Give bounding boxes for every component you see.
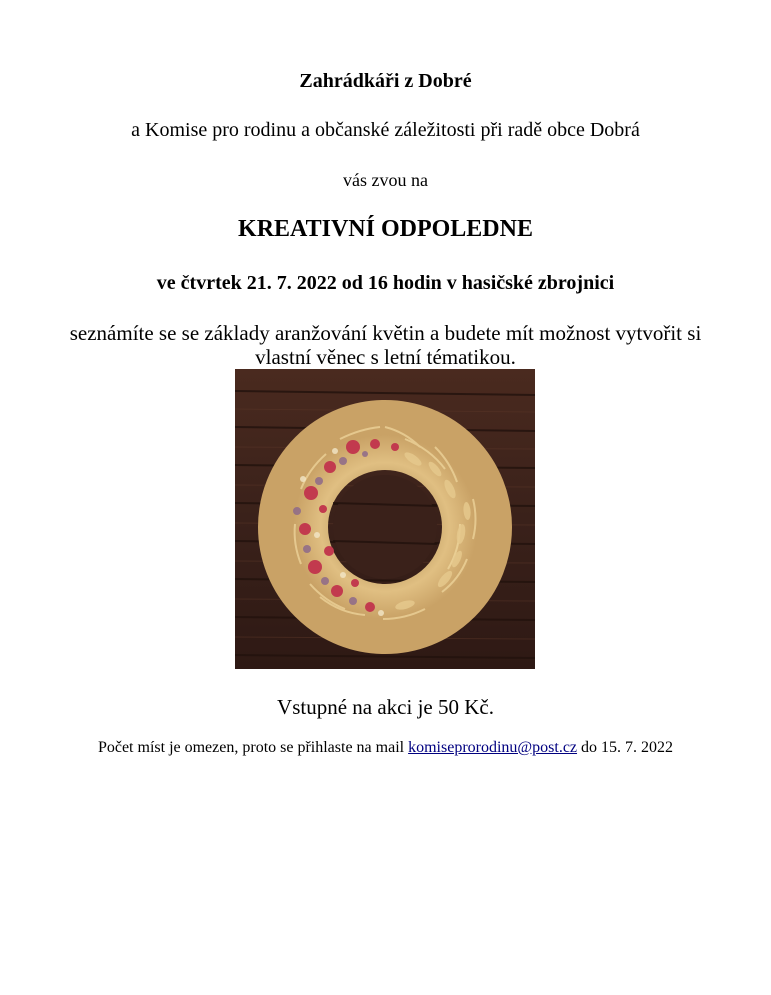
event-date-location: ve čtvrtek 21. 7. 2022 od 16 hodin v hasičské zbrojnici xyxy=(156,272,615,294)
email-link[interactable]: komiseprorodinu@post.cz xyxy=(408,739,578,756)
signup-text-before: Počet míst je omezen, proto se přihlaste na mail xyxy=(97,739,405,756)
invite-text: vás zvou na xyxy=(343,170,428,190)
signup-deadline: do 15. 7. 2022 xyxy=(581,739,674,756)
signup-note xyxy=(0,739,771,757)
event-description: seznámíte se se základy aranžování květin a budete mít možnost vytvořit si vlastní věnec s letní tématikou. xyxy=(69,321,702,369)
wreath-photo xyxy=(235,369,535,669)
co-organizer-text: a Komise pro rodinu a občanské záležitosti při radě obce Dobrá xyxy=(131,119,640,141)
organizer-heading: Zahrádkáři z Dobré xyxy=(299,70,472,92)
entry-fee-text: Vstupné na akci je 50 Kč. xyxy=(277,695,494,719)
event-title: KREATIVNÍ ODPOLEDNE xyxy=(238,216,533,242)
